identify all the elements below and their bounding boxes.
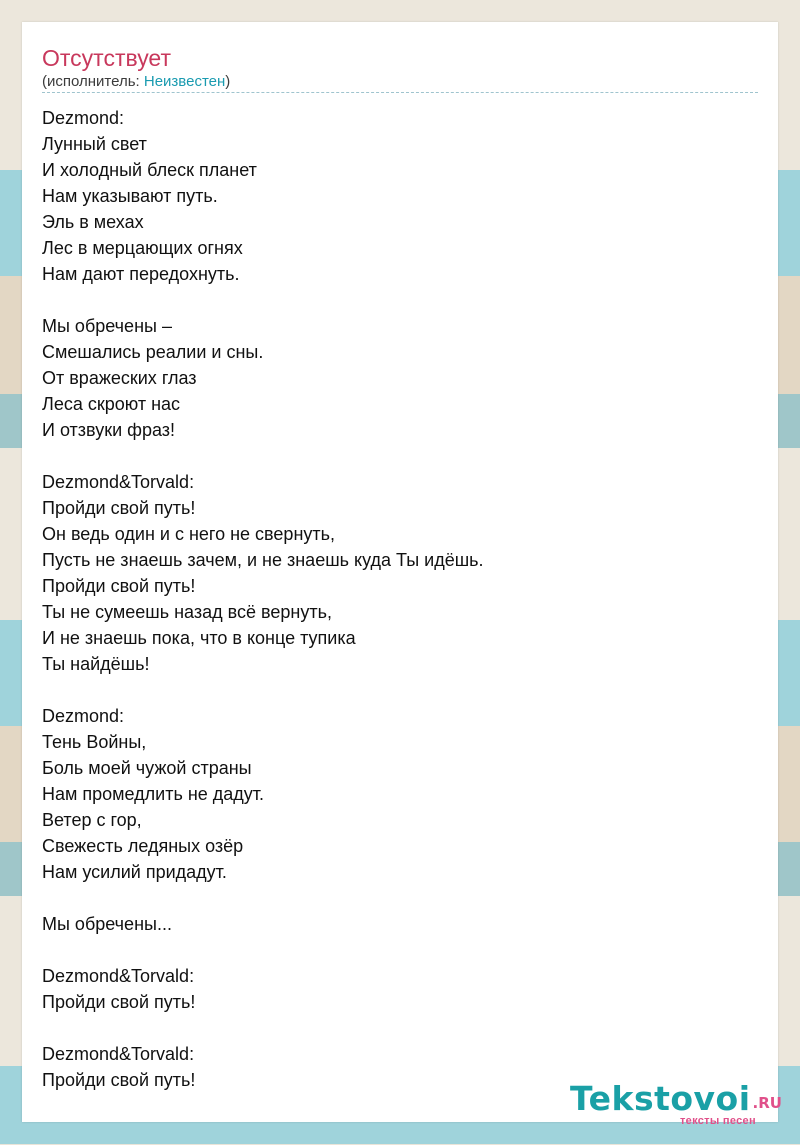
lyric-line: И холодный блеск планет bbox=[42, 160, 257, 180]
lyric-line: Нам промедлить не дадут. bbox=[42, 784, 265, 804]
lyric-line: Свежесть ледяных озёр bbox=[42, 836, 244, 856]
lyric-blank-line bbox=[42, 677, 758, 703]
song-title: Отсутствует bbox=[42, 45, 171, 71]
artist-prefix: (исполнитель: bbox=[42, 73, 144, 90]
lyric-line: Ветер с гор, bbox=[42, 810, 142, 830]
lyric-line: И отзвуки фраз! bbox=[42, 420, 176, 440]
lyric-line: Dezmond: bbox=[42, 108, 125, 128]
lyric-line: И не знаешь пока, что в конце тупика bbox=[42, 628, 356, 648]
lyrics-sheet bbox=[22, 22, 782, 1127]
lyric-line: Нам дают передохнуть. bbox=[42, 264, 240, 284]
lyric-line: Он ведь один и с него не свернуть, bbox=[42, 524, 336, 544]
lyric-line: Пройди свой путь! bbox=[42, 992, 196, 1012]
lyric-line: Лунный свет bbox=[42, 134, 147, 154]
artist-line bbox=[42, 73, 230, 91]
lyric-line: От вражеских глаз bbox=[42, 368, 197, 388]
lyric-line: Нам указывают путь. bbox=[42, 186, 218, 206]
lyric-blank-line bbox=[42, 937, 758, 963]
lyric-line: Эль в мехах bbox=[42, 212, 144, 232]
lyric-line: Dezmond&Torvald: bbox=[42, 472, 195, 492]
lyric-line: Леса скроют нас bbox=[42, 394, 181, 414]
lyric-line: Пройди свой путь! bbox=[42, 1070, 196, 1090]
lyric-line: Нам усилий придадут. bbox=[42, 862, 227, 882]
lyric-blank-line bbox=[42, 287, 758, 313]
lyric-line: Мы обречены – bbox=[42, 316, 172, 336]
logo-tagline: тексты песен bbox=[680, 1115, 756, 1127]
lyric-line: Смешались реалии и сны. bbox=[42, 342, 264, 362]
lyric-line: Боль моей чужой страны bbox=[42, 758, 252, 778]
site-logo[interactable] bbox=[570, 1079, 796, 1145]
logo-tld: .RU bbox=[752, 1094, 782, 1112]
lyric-blank-line bbox=[42, 1015, 758, 1041]
lyric-line: Dezmond&Torvald: bbox=[42, 1044, 195, 1064]
lyric-line: Пройди свой путь! bbox=[42, 576, 196, 596]
lyric-line: Dezmond: bbox=[42, 706, 125, 726]
lyric-line: Пройди свой путь! bbox=[42, 498, 196, 518]
artist-link[interactable]: Неизвестен bbox=[143, 73, 226, 90]
lyric-line: Ты не сумеешь назад всё вернуть, bbox=[42, 602, 332, 622]
artist-suffix: ) bbox=[225, 73, 231, 90]
lyric-line: Тень Войны, bbox=[42, 732, 147, 752]
lyric-blank-line bbox=[42, 885, 758, 911]
lyric-line: Лес в мерцающих огнях bbox=[42, 238, 243, 258]
lyric-line: Мы обречены... bbox=[42, 914, 172, 934]
lyric-line: Ты найдёшь! bbox=[42, 654, 150, 674]
lyric-line: Пусть не знаешь зачем, и не знаешь куда Ты идёшь. bbox=[42, 550, 484, 570]
header-divider bbox=[42, 92, 758, 93]
lyrics-text bbox=[42, 105, 758, 1093]
logo-name: Tekstovoi bbox=[570, 1079, 751, 1118]
lyric-line: Dezmond&Torvald: bbox=[42, 966, 195, 986]
lyric-blank-line bbox=[42, 443, 758, 469]
